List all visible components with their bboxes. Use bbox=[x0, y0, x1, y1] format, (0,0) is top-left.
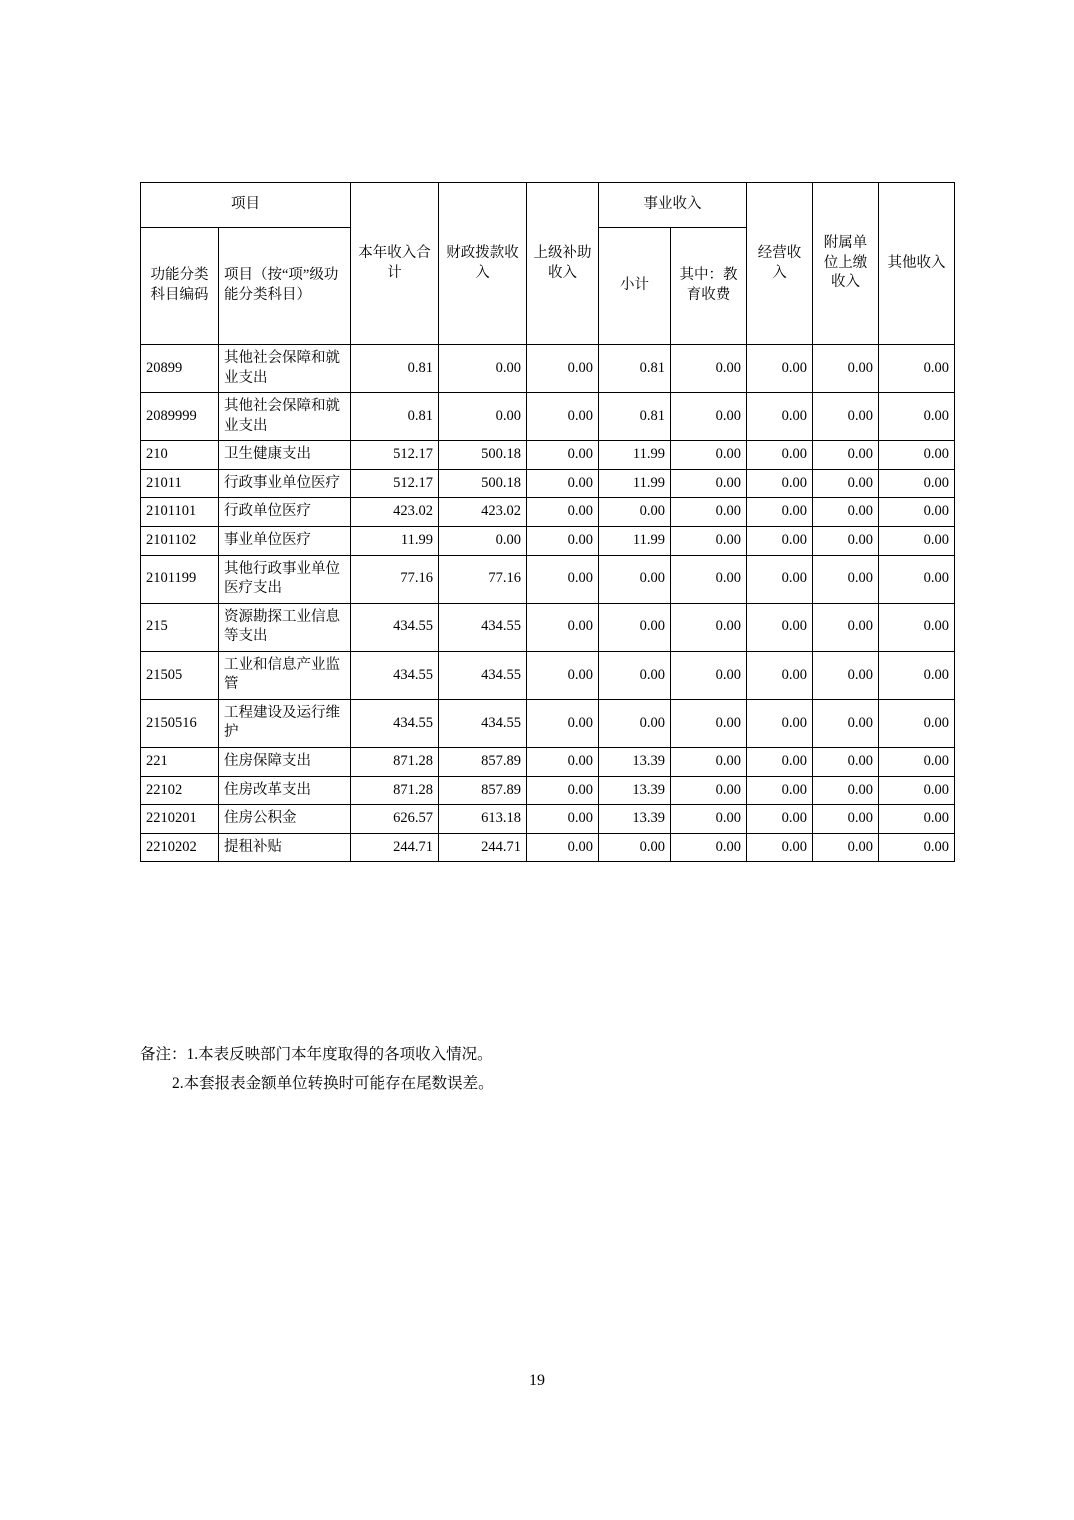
row-cell-edu-fee: 0.00 bbox=[671, 603, 747, 651]
header-col-edu-fee: 其中：教育收费 bbox=[671, 228, 747, 345]
table-row bbox=[141, 805, 955, 834]
table-body bbox=[141, 345, 955, 862]
row-cell-superior: 0.00 bbox=[527, 469, 599, 498]
header-col-superior: 上级补助收入 bbox=[527, 183, 599, 345]
row-cell-name: 工程建设及运行维护 bbox=[219, 699, 351, 747]
row-cell-fiscal: 423.02 bbox=[439, 498, 527, 527]
row-cell-other: 0.00 bbox=[879, 441, 955, 470]
row-cell-affiliated: 0.00 bbox=[813, 833, 879, 862]
row-cell-year-total: 0.81 bbox=[351, 345, 439, 393]
row-cell-year-total: 512.17 bbox=[351, 469, 439, 498]
row-cell-affiliated: 0.00 bbox=[813, 498, 879, 527]
row-cell-name: 其他社会保障和就业支出 bbox=[219, 393, 351, 441]
row-cell-name: 住房改革支出 bbox=[219, 776, 351, 805]
row-cell-fiscal: 857.89 bbox=[439, 776, 527, 805]
header-col-fiscal: 财政拨款收入 bbox=[439, 183, 527, 345]
row-cell-year-total: 11.99 bbox=[351, 526, 439, 555]
row-cell-code: 2150516 bbox=[141, 699, 219, 747]
row-cell-code: 21505 bbox=[141, 651, 219, 699]
row-cell-affiliated: 0.00 bbox=[813, 441, 879, 470]
row-cell-operating: 0.00 bbox=[747, 555, 813, 603]
row-cell-subtotal: 0.81 bbox=[599, 345, 671, 393]
row-cell-operating: 0.00 bbox=[747, 498, 813, 527]
note-line-1: 备注：1.本表反映部门本年度取得的各项收入情况。 bbox=[140, 1046, 493, 1063]
row-cell-operating: 0.00 bbox=[747, 469, 813, 498]
row-cell-subtotal: 11.99 bbox=[599, 441, 671, 470]
row-cell-year-total: 434.55 bbox=[351, 699, 439, 747]
row-cell-affiliated: 0.00 bbox=[813, 526, 879, 555]
row-cell-name: 其他社会保障和就业支出 bbox=[219, 345, 351, 393]
row-cell-code: 2101199 bbox=[141, 555, 219, 603]
row-cell-other: 0.00 bbox=[879, 393, 955, 441]
row-cell-code: 2101102 bbox=[141, 526, 219, 555]
row-cell-code: 22102 bbox=[141, 776, 219, 805]
row-cell-name: 卫生健康支出 bbox=[219, 441, 351, 470]
row-cell-operating: 0.00 bbox=[747, 776, 813, 805]
row-cell-subtotal: 0.00 bbox=[599, 699, 671, 747]
row-cell-name: 住房保障支出 bbox=[219, 748, 351, 777]
row-cell-edu-fee: 0.00 bbox=[671, 748, 747, 777]
header-col-item: 项目（按“项”级功能分类科目） bbox=[219, 228, 351, 345]
row-cell-other: 0.00 bbox=[879, 526, 955, 555]
row-cell-code: 2210201 bbox=[141, 805, 219, 834]
row-cell-fiscal: 434.55 bbox=[439, 699, 527, 747]
row-cell-other: 0.00 bbox=[879, 651, 955, 699]
row-cell-year-total: 871.28 bbox=[351, 748, 439, 777]
row-cell-superior: 0.00 bbox=[527, 498, 599, 527]
row-cell-superior: 0.00 bbox=[527, 776, 599, 805]
row-cell-fiscal: 0.00 bbox=[439, 345, 527, 393]
row-cell-year-total: 626.57 bbox=[351, 805, 439, 834]
row-cell-operating: 0.00 bbox=[747, 699, 813, 747]
row-cell-operating: 0.00 bbox=[747, 603, 813, 651]
row-cell-edu-fee: 0.00 bbox=[671, 833, 747, 862]
row-cell-affiliated: 0.00 bbox=[813, 393, 879, 441]
income-table-container bbox=[140, 182, 949, 862]
row-cell-edu-fee: 0.00 bbox=[671, 498, 747, 527]
row-cell-fiscal: 0.00 bbox=[439, 526, 527, 555]
row-cell-edu-fee: 0.00 bbox=[671, 805, 747, 834]
table-row bbox=[141, 345, 955, 393]
row-cell-operating: 0.00 bbox=[747, 393, 813, 441]
header-col-other: 其他收入 bbox=[879, 183, 955, 345]
row-cell-other: 0.00 bbox=[879, 833, 955, 862]
table-row bbox=[141, 498, 955, 527]
row-cell-edu-fee: 0.00 bbox=[671, 555, 747, 603]
table-row bbox=[141, 441, 955, 470]
row-cell-subtotal: 0.00 bbox=[599, 555, 671, 603]
table-row bbox=[141, 748, 955, 777]
row-cell-edu-fee: 0.00 bbox=[671, 441, 747, 470]
row-cell-fiscal: 500.18 bbox=[439, 441, 527, 470]
row-cell-superior: 0.00 bbox=[527, 699, 599, 747]
table-notes bbox=[140, 1040, 940, 1099]
header-col-subtotal: 小计 bbox=[599, 228, 671, 345]
table-row bbox=[141, 651, 955, 699]
table-row bbox=[141, 526, 955, 555]
row-cell-subtotal: 0.81 bbox=[599, 393, 671, 441]
row-cell-name: 工业和信息产业监管 bbox=[219, 651, 351, 699]
row-cell-operating: 0.00 bbox=[747, 805, 813, 834]
row-cell-code: 2101101 bbox=[141, 498, 219, 527]
header-col-affiliated: 附属单位上缴收入 bbox=[813, 183, 879, 345]
row-cell-fiscal: 244.71 bbox=[439, 833, 527, 862]
table-row bbox=[141, 555, 955, 603]
row-cell-year-total: 0.81 bbox=[351, 393, 439, 441]
row-cell-subtotal: 11.99 bbox=[599, 526, 671, 555]
row-cell-other: 0.00 bbox=[879, 805, 955, 834]
row-cell-year-total: 244.71 bbox=[351, 833, 439, 862]
income-table bbox=[140, 182, 955, 862]
header-col-year-total: 本年收入合计 bbox=[351, 183, 439, 345]
row-cell-superior: 0.00 bbox=[527, 345, 599, 393]
row-cell-superior: 0.00 bbox=[527, 441, 599, 470]
row-cell-affiliated: 0.00 bbox=[813, 776, 879, 805]
row-cell-edu-fee: 0.00 bbox=[671, 526, 747, 555]
row-cell-name: 提租补贴 bbox=[219, 833, 351, 862]
row-cell-year-total: 434.55 bbox=[351, 651, 439, 699]
row-cell-operating: 0.00 bbox=[747, 748, 813, 777]
row-cell-year-total: 434.55 bbox=[351, 603, 439, 651]
table-row bbox=[141, 776, 955, 805]
row-cell-other: 0.00 bbox=[879, 603, 955, 651]
header-group-project: 项目 bbox=[141, 183, 351, 228]
page-number: 19 bbox=[529, 1372, 545, 1389]
row-cell-superior: 0.00 bbox=[527, 526, 599, 555]
row-cell-affiliated: 0.00 bbox=[813, 555, 879, 603]
table-row bbox=[141, 603, 955, 651]
row-cell-other: 0.00 bbox=[879, 469, 955, 498]
row-cell-superior: 0.00 bbox=[527, 748, 599, 777]
row-cell-superior: 0.00 bbox=[527, 805, 599, 834]
row-cell-name: 资源勘探工业信息等支出 bbox=[219, 603, 351, 651]
row-cell-code: 20899 bbox=[141, 345, 219, 393]
row-cell-superior: 0.00 bbox=[527, 833, 599, 862]
row-cell-code: 210 bbox=[141, 441, 219, 470]
row-cell-subtotal: 0.00 bbox=[599, 603, 671, 651]
row-cell-fiscal: 857.89 bbox=[439, 748, 527, 777]
row-cell-edu-fee: 0.00 bbox=[671, 651, 747, 699]
table-row bbox=[141, 393, 955, 441]
row-cell-other: 0.00 bbox=[879, 555, 955, 603]
row-cell-operating: 0.00 bbox=[747, 345, 813, 393]
row-cell-other: 0.00 bbox=[879, 498, 955, 527]
header-col-code: 功能分类科目编码 bbox=[141, 228, 219, 345]
row-cell-affiliated: 0.00 bbox=[813, 699, 879, 747]
row-cell-edu-fee: 0.00 bbox=[671, 393, 747, 441]
row-cell-fiscal: 500.18 bbox=[439, 469, 527, 498]
row-cell-name: 行政单位医疗 bbox=[219, 498, 351, 527]
row-cell-fiscal: 77.16 bbox=[439, 555, 527, 603]
row-cell-superior: 0.00 bbox=[527, 603, 599, 651]
table-row bbox=[141, 699, 955, 747]
row-cell-affiliated: 0.00 bbox=[813, 651, 879, 699]
row-cell-operating: 0.00 bbox=[747, 651, 813, 699]
row-cell-year-total: 423.02 bbox=[351, 498, 439, 527]
row-cell-subtotal: 13.39 bbox=[599, 748, 671, 777]
row-cell-fiscal: 434.55 bbox=[439, 603, 527, 651]
row-cell-subtotal: 0.00 bbox=[599, 833, 671, 862]
row-cell-edu-fee: 0.00 bbox=[671, 776, 747, 805]
row-cell-edu-fee: 0.00 bbox=[671, 699, 747, 747]
row-cell-code: 215 bbox=[141, 603, 219, 651]
row-cell-edu-fee: 0.00 bbox=[671, 469, 747, 498]
row-cell-name: 事业单位医疗 bbox=[219, 526, 351, 555]
row-cell-name: 行政事业单位医疗 bbox=[219, 469, 351, 498]
row-cell-other: 0.00 bbox=[879, 345, 955, 393]
row-cell-year-total: 77.16 bbox=[351, 555, 439, 603]
row-cell-name: 其他行政事业单位医疗支出 bbox=[219, 555, 351, 603]
row-cell-subtotal: 13.39 bbox=[599, 805, 671, 834]
row-cell-code: 21011 bbox=[141, 469, 219, 498]
note-line-2: 2.本套报表金额单位转换时可能存在尾数误差。 bbox=[172, 1075, 494, 1093]
row-cell-year-total: 512.17 bbox=[351, 441, 439, 470]
header-row-group bbox=[141, 183, 955, 228]
table-header bbox=[141, 183, 955, 345]
row-cell-subtotal: 13.39 bbox=[599, 776, 671, 805]
row-cell-superior: 0.00 bbox=[527, 555, 599, 603]
row-cell-subtotal: 0.00 bbox=[599, 498, 671, 527]
row-cell-affiliated: 0.00 bbox=[813, 345, 879, 393]
row-cell-year-total: 871.28 bbox=[351, 776, 439, 805]
row-cell-superior: 0.00 bbox=[527, 393, 599, 441]
row-cell-subtotal: 0.00 bbox=[599, 651, 671, 699]
row-cell-code: 2210202 bbox=[141, 833, 219, 862]
row-cell-superior: 0.00 bbox=[527, 651, 599, 699]
header-group-business-income: 事业收入 bbox=[599, 183, 747, 228]
row-cell-affiliated: 0.00 bbox=[813, 748, 879, 777]
row-cell-affiliated: 0.00 bbox=[813, 603, 879, 651]
row-cell-fiscal: 434.55 bbox=[439, 651, 527, 699]
row-cell-code: 2089999 bbox=[141, 393, 219, 441]
row-cell-affiliated: 0.00 bbox=[813, 805, 879, 834]
row-cell-fiscal: 613.18 bbox=[439, 805, 527, 834]
row-cell-edu-fee: 0.00 bbox=[671, 345, 747, 393]
row-cell-other: 0.00 bbox=[879, 776, 955, 805]
row-cell-operating: 0.00 bbox=[747, 441, 813, 470]
table-row bbox=[141, 469, 955, 498]
table-row bbox=[141, 833, 955, 862]
row-cell-name: 住房公积金 bbox=[219, 805, 351, 834]
row-cell-operating: 0.00 bbox=[747, 526, 813, 555]
row-cell-code: 221 bbox=[141, 748, 219, 777]
row-cell-operating: 0.00 bbox=[747, 833, 813, 862]
row-cell-fiscal: 0.00 bbox=[439, 393, 527, 441]
row-cell-affiliated: 0.00 bbox=[813, 469, 879, 498]
header-col-operating: 经营收入 bbox=[747, 183, 813, 345]
row-cell-other: 0.00 bbox=[879, 748, 955, 777]
row-cell-subtotal: 11.99 bbox=[599, 469, 671, 498]
row-cell-other: 0.00 bbox=[879, 699, 955, 747]
